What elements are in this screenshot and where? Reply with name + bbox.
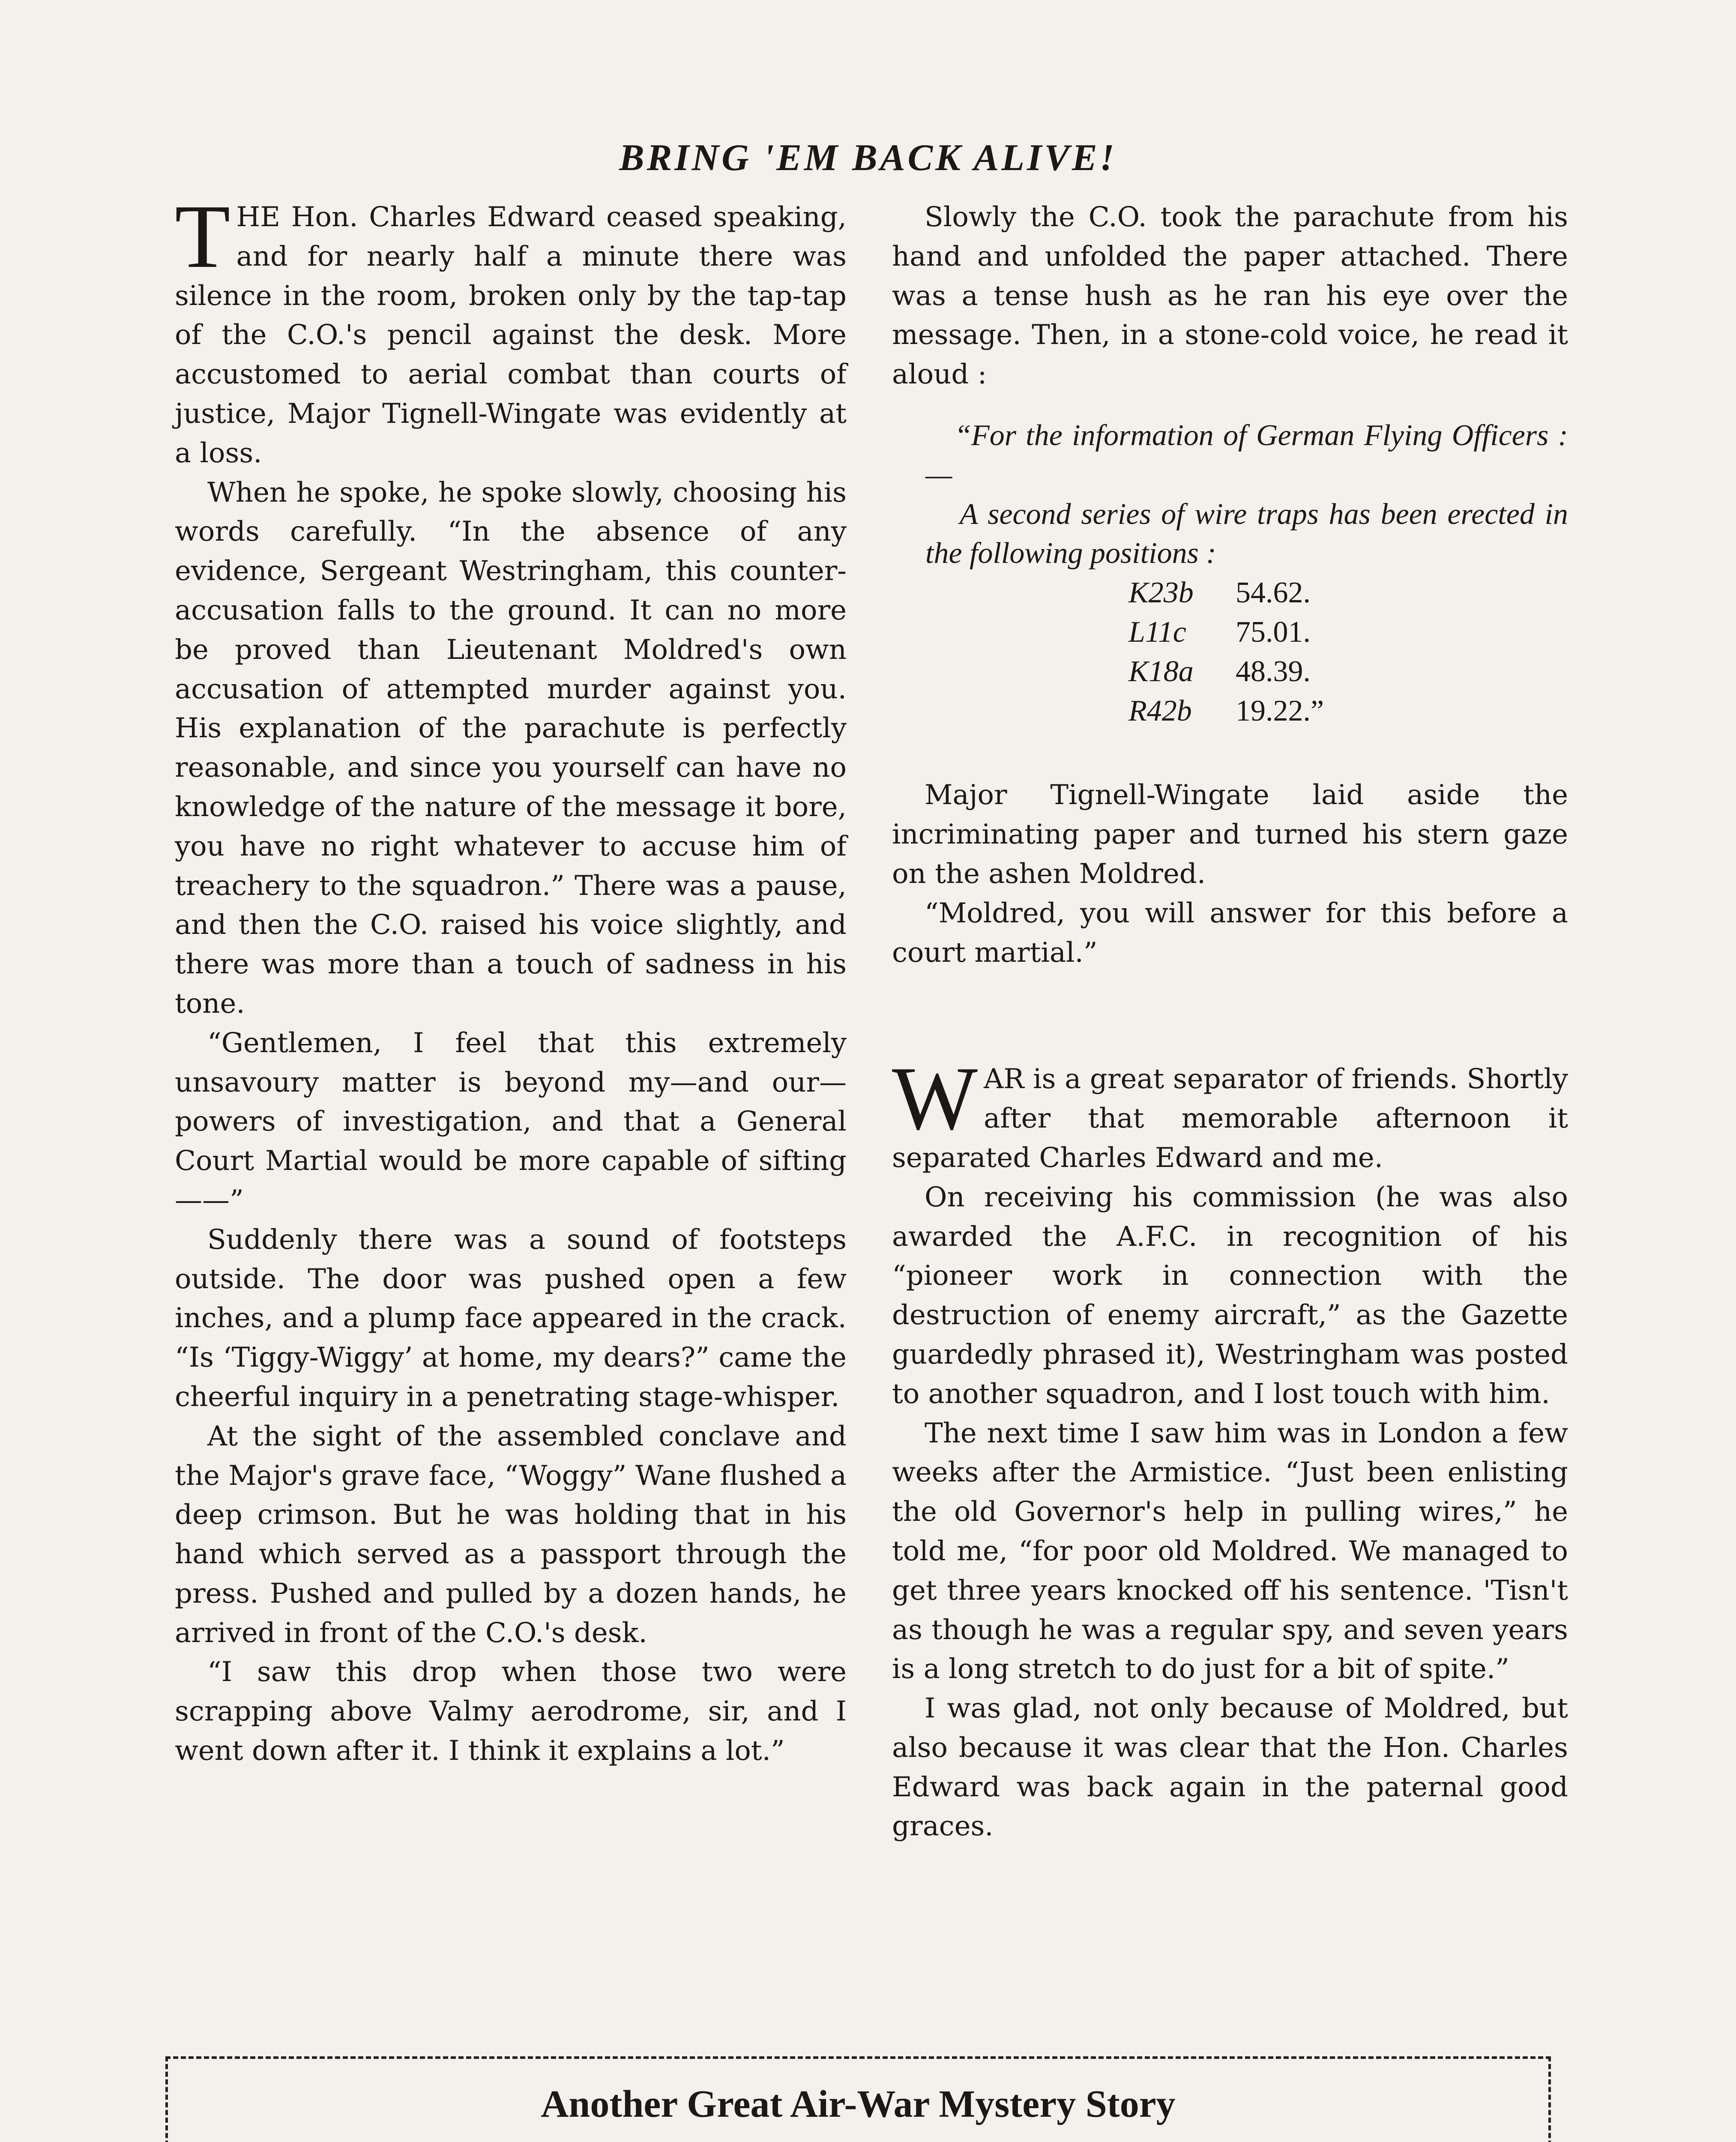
paragraph bbox=[892, 1048, 1568, 1178]
paragraph: “I saw this drop when those two were scrapping above Valmy aerodrome, sir, and I went down after it. I think it explains a lot.” bbox=[175, 1656, 847, 1767]
paragraph: The next time I saw him was in London a few weeks after the Armistice. “Just been enlisting the old Governor's help in pulling wires,” he told me, “for poor old Moldred. We managed to get three years knocked off his sentence. 'Tisn't as though he was a regular spy, and seven years is a long stretch to do just for a bit of spite.” bbox=[892, 1417, 1568, 1685]
intercepted-message bbox=[925, 416, 1568, 730]
next-month-advert-box bbox=[165, 2056, 1551, 2142]
paragraph: At the sight of the assembled conclave and the Major's grave face, “Woggy” Wane flushed a deep crimson. But he was holding that in his hand which served as a passport through the press. Pushed and pulled by a dozen hands, he arrived in front of the C.O.'s desk. bbox=[175, 1420, 847, 1649]
right-column bbox=[892, 198, 1568, 1846]
drop-cap: W bbox=[892, 1048, 978, 1149]
message-line: A second series of wire traps has been erected in the following positions : bbox=[925, 497, 1568, 570]
position-value: 48.39. bbox=[1236, 655, 1311, 688]
paragraph-text: HE Hon. Charles Edward ceased speaking, and for nearly half a minute there was silence in the room, broken only by the tap-tap of the C.O.'s pencil against the desk. More accustomed to aerial combat than courts of justice, Major Tignell-Wingate was evidently at a loss. bbox=[175, 201, 847, 469]
position-value: 75.01. bbox=[1236, 615, 1311, 649]
advert-headline: Another Great Air-War Mystery Story bbox=[541, 2083, 1176, 2125]
position-code: L11c bbox=[1128, 615, 1186, 649]
position-value: 19.22.” bbox=[1236, 694, 1324, 727]
message-line: “For the information of German Flying Officers :— bbox=[925, 419, 1568, 491]
position-row bbox=[1128, 652, 1568, 691]
position-list bbox=[1128, 573, 1568, 730]
story-title: BRING 'EM BACK ALIVE! bbox=[619, 137, 1117, 179]
paragraph: Suddenly there was a sound of footsteps outside. The door was pushed open a few inches, and a plump face appeared in the crack. “Is ‘Tiggy-Wiggy’ at home, my dears?” came the cheerful inquiry in a penetrating stage-whisper. bbox=[175, 1224, 847, 1413]
position-row bbox=[1128, 691, 1568, 731]
paragraph-text: AR is a great separator of friends. Shortly after that memorable afternoon it separated Charles Edward and me. bbox=[892, 1063, 1568, 1174]
left-column bbox=[175, 186, 847, 1771]
paragraph bbox=[175, 186, 847, 473]
position-code: K23b bbox=[1128, 576, 1194, 610]
paragraph: “Moldred, you will answer for this before a court martial.” bbox=[892, 897, 1568, 969]
paragraph: “Gentlemen, I feel that this extremely unsavoury matter is beyond my—and our—powers of investigation, and that a General Court Martial would be more capable of sifting——” bbox=[175, 1027, 847, 1216]
paragraph: On receiving his commission (he was also awarded the A.F.C. in recognition of his “pioneer work in connection with the destruction of enemy aircraft,” as the Gazette guardedly phrased it), Westringham was posted to another squadron, and I lost touch with him. bbox=[892, 1181, 1568, 1410]
position-code: R42b bbox=[1128, 694, 1192, 727]
position-row bbox=[1128, 573, 1568, 613]
position-code: K18a bbox=[1128, 655, 1194, 688]
paragraph: When he spoke, he spoke slowly, choosing his words carefully. “In the absence of any evidence, Sergeant Westringham, this counter-accusation falls to the ground. It can no more be proved than Lieutenant Moldred's own accusation of attempted murder against you. His explanation of the parachute is perfectly reasonable, and since you yourself can have no knowledge of the nature of the message it bore, you have no right whatever to accuse him of treachery to the squadron.” There was a pause, and then the C.O. raised his voice slightly, and there was more than a touch of sadness in his tone. bbox=[175, 476, 847, 1020]
paragraph: I was glad, not only because of Moldred, but also because it was clear that the Hon. Charles Edward was back again in the paternal good graces. bbox=[892, 1693, 1568, 1843]
drop-cap: T bbox=[175, 186, 230, 287]
paragraph: Major Tignell-Wingate laid aside the incriminating paper and turned his stern gaze on the ashen Moldred. bbox=[892, 779, 1568, 890]
position-value: 54.62. bbox=[1236, 576, 1311, 610]
position-row bbox=[1128, 613, 1568, 652]
paragraph: Slowly the C.O. took the parachute from his hand and unfolded the paper attached. There was a tense hush as he ran his eye over the message. Then, in a stone-cold voice, he read it aloud : bbox=[892, 201, 1568, 391]
